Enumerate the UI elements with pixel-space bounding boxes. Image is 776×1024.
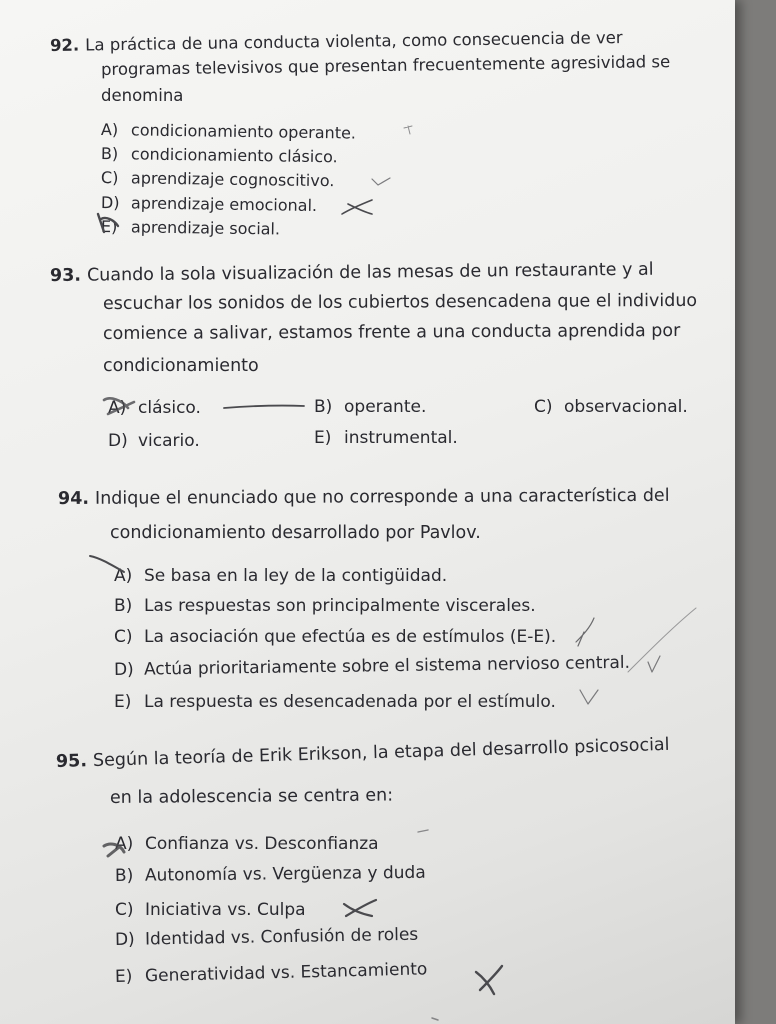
pencil-circle-mark-icon [104, 844, 124, 856]
option-94-e[interactable]: E) La respuesta es desencadenada por el estímulo. [114, 692, 556, 712]
option-95-a[interactable]: A) Confianza vs. Desconfianza [115, 834, 379, 854]
question-94-line-2: condicionamiento desarrollado por Pavlov. [110, 523, 481, 543]
question-94-line-1: 94. Indique el enunciado que no corresponde a una característica del [57, 485, 670, 509]
pencil-dash-icon [432, 1018, 438, 1020]
pencil-check-mark-icon [372, 178, 390, 185]
question-number: 95. [55, 751, 88, 772]
option-94-b[interactable]: B) Las respuestas son principalmente viscerales. [114, 596, 536, 616]
pencil-circle-mark-icon [98, 214, 118, 232]
option-93-d[interactable]: D) vicario. [108, 431, 200, 451]
pencil-cross-mark-icon [344, 900, 376, 916]
pencil-dash-icon [418, 830, 428, 832]
option-92-c[interactable]: C) aprendizaje cognoscitivo. [100, 168, 335, 191]
pencil-check-mark-icon [404, 126, 412, 134]
question-92-line-3: denomina [101, 86, 184, 105]
option-93-c[interactable]: C) observacional. [534, 397, 688, 417]
question-95-line-1: 95. Según la teoría de Erik Erikson, la etapa del desarrollo psicosocial [55, 734, 670, 772]
question-93-line-4: condicionamiento [103, 356, 259, 376]
option-95-b[interactable]: B) Autonomía vs. Vergüenza y duda [114, 862, 426, 886]
question-number: 93. [49, 265, 82, 286]
option-93-b[interactable]: B) operante. [314, 397, 427, 417]
question-93-line-2: escuchar los sonidos de los cubiertos desencadena que el individuo [102, 290, 698, 314]
option-92-e[interactable]: E) aprendizaje social. [100, 217, 281, 239]
pencil-cross-mark-icon [476, 966, 502, 994]
pencil-cross-mark-icon [342, 200, 372, 214]
question-93-line-3: comience a salivar, estamos frente a una conducta aprendida por [102, 320, 681, 344]
option-94-a[interactable]: A) Se basa en la ley de la contigüidad. [114, 566, 448, 586]
option-94-c[interactable]: C) La asociación que efectúa es de estímulos (E-E). [114, 627, 557, 647]
pencil-circle-mark-icon [104, 398, 134, 414]
pencil-stroke-icon [628, 608, 696, 672]
question-number: 92. [49, 35, 80, 55]
option-92-b[interactable]: B) condicionamiento clásico. [100, 144, 338, 167]
pencil-underline-icon [224, 406, 304, 408]
option-93-e[interactable]: E) instrumental. [314, 428, 458, 448]
question-93-line-1: 93. Cuando la sola visualización de las mesas de un restaurante y al [49, 259, 654, 286]
question-number: 94. [57, 488, 90, 509]
question-95-line-2: en la adolescencia se centra en: [109, 785, 394, 808]
option-95-d[interactable]: D) Identidad vs. Confusión de roles [114, 924, 419, 950]
question-92-line-1: 92. La práctica de una conducta violenta, como consecuencia de ver [49, 28, 623, 55]
option-95-e[interactable]: E) Generatividad vs. Estancamiento [114, 959, 428, 987]
pencil-check-mark-icon [576, 618, 594, 646]
pencil-check-mark-icon [648, 656, 660, 672]
option-92-d[interactable]: D) aprendizaje emocional. [100, 193, 318, 216]
option-94-d[interactable]: D) Actúa prioritariamente sobre el sistema nervioso central. [113, 652, 631, 680]
option-95-c[interactable]: C) Iniciativa vs. Culpa [115, 900, 306, 920]
pencil-arrow-icon [90, 556, 124, 572]
option-92-a[interactable]: A) condicionamiento operante. [100, 120, 357, 143]
pencil-check-mark-icon [580, 690, 598, 704]
question-92-line-2: programas televisivos que presentan frecuentemente agresividad se [100, 52, 671, 79]
option-93-a[interactable]: A) clásico. [108, 398, 201, 418]
